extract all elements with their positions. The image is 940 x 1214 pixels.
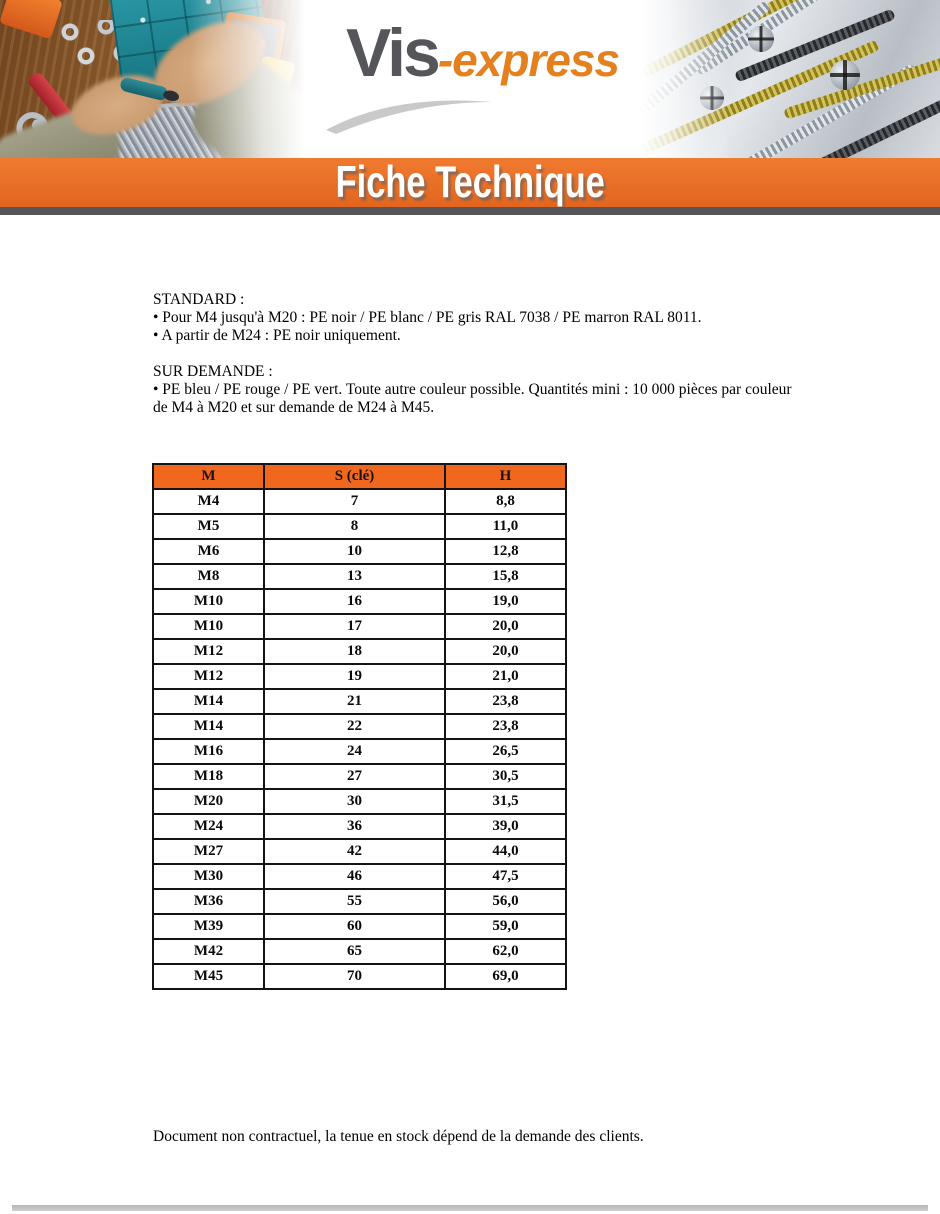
table-row xyxy=(153,789,566,814)
table-cell: M45 xyxy=(153,964,264,989)
table-cell: 24 xyxy=(264,739,445,764)
footer-disclaimer: Document non contractuel, la tenue en stock dépend de la demande des clients. xyxy=(153,1128,644,1145)
table-cell: 23,8 xyxy=(445,714,566,739)
table-cell: 8 xyxy=(264,514,445,539)
table-header-row xyxy=(153,464,566,489)
table-cell: M27 xyxy=(153,839,264,864)
table-row xyxy=(153,664,566,689)
table-row xyxy=(153,689,566,714)
table-cell: 47,5 xyxy=(445,864,566,889)
table-cell: 46 xyxy=(264,864,445,889)
table-cell: 62,0 xyxy=(445,939,566,964)
workbench-photo xyxy=(0,0,305,158)
table-row xyxy=(153,614,566,639)
table-cell: 42 xyxy=(264,839,445,864)
table-cell: M6 xyxy=(153,539,264,564)
table-cell: 19 xyxy=(264,664,445,689)
table-cell: 7 xyxy=(264,489,445,514)
table-cell: M42 xyxy=(153,939,264,964)
table-row xyxy=(153,939,566,964)
table-cell: M4 xyxy=(153,489,264,514)
table-row xyxy=(153,589,566,614)
table-cell: 31,5 xyxy=(445,789,566,814)
photo-fade xyxy=(0,0,305,158)
brand-logo xyxy=(300,0,650,158)
table-cell: 59,0 xyxy=(445,914,566,939)
spec-table-body xyxy=(153,489,566,989)
table-row xyxy=(153,539,566,564)
table-cell: M18 xyxy=(153,764,264,789)
banner-divider xyxy=(0,207,940,215)
brand-name-primary: Vis xyxy=(346,15,438,91)
table-cell: M10 xyxy=(153,589,264,614)
table-cell: 16 xyxy=(264,589,445,614)
brand-name-secondary: -express xyxy=(437,34,620,86)
standard-bullet: • A partir de M24 : PE noir uniquement. xyxy=(153,327,401,344)
table-row xyxy=(153,814,566,839)
screws-pile-photo xyxy=(640,0,940,158)
table-cell: M30 xyxy=(153,864,264,889)
table-cell: 60 xyxy=(264,914,445,939)
sur-demande-heading: SUR DEMANDE : xyxy=(153,363,273,380)
table-row xyxy=(153,964,566,989)
page-title: Fiche Technique xyxy=(335,157,605,207)
table-row xyxy=(153,739,566,764)
table-cell: 36 xyxy=(264,814,445,839)
table-cell: 21,0 xyxy=(445,664,566,689)
table-row xyxy=(153,639,566,664)
table-row xyxy=(153,714,566,739)
table-cell: 39,0 xyxy=(445,814,566,839)
standard-heading: STANDARD : xyxy=(153,291,245,308)
table-cell: M12 xyxy=(153,639,264,664)
brand-logo-text xyxy=(346,14,619,92)
table-cell: 12,8 xyxy=(445,539,566,564)
column-header-m: M xyxy=(153,464,264,489)
table-cell: 22 xyxy=(264,714,445,739)
table-cell: 10 xyxy=(264,539,445,564)
table-row xyxy=(153,839,566,864)
table-cell: 17 xyxy=(264,614,445,639)
table-cell: M14 xyxy=(153,714,264,739)
table-row xyxy=(153,889,566,914)
title-banner xyxy=(0,158,940,207)
table-cell: M14 xyxy=(153,689,264,714)
table-cell: 20,0 xyxy=(445,639,566,664)
table-cell: M8 xyxy=(153,564,264,589)
table-cell: 26,5 xyxy=(445,739,566,764)
table-cell: M36 xyxy=(153,889,264,914)
table-row xyxy=(153,489,566,514)
table-cell: 69,0 xyxy=(445,964,566,989)
table-cell: 8,8 xyxy=(445,489,566,514)
table-cell: 13 xyxy=(264,564,445,589)
table-cell: M12 xyxy=(153,664,264,689)
spacer xyxy=(153,345,801,363)
table-cell: 70 xyxy=(264,964,445,989)
table-cell: M20 xyxy=(153,789,264,814)
standard-bullet: • Pour M4 jusqu'à M20 : PE noir / PE blanc / PE gris RAL 7038 / PE marron RAL 8011. xyxy=(153,309,702,326)
column-header-h: H xyxy=(445,464,566,489)
table-row xyxy=(153,764,566,789)
table-cell: 27 xyxy=(264,764,445,789)
table-cell: 18 xyxy=(264,639,445,664)
table-row xyxy=(153,864,566,889)
table-cell: 23,8 xyxy=(445,689,566,714)
table-cell: M39 xyxy=(153,914,264,939)
table-cell: 15,8 xyxy=(445,564,566,589)
table-cell: 55 xyxy=(264,889,445,914)
logo-swoosh-icon xyxy=(322,86,532,136)
table-cell: 56,0 xyxy=(445,889,566,914)
sur-demande-bullet: • PE bleu / PE rouge / PE vert. Toute autre couleur possible. Quantités mini : 10 000 pièces par couleur de M4 à M20 et sur demande de M24 à M45. xyxy=(153,381,792,416)
table-cell: 21 xyxy=(264,689,445,714)
table-cell: M5 xyxy=(153,514,264,539)
table-cell: 19,0 xyxy=(445,589,566,614)
table-cell: M16 xyxy=(153,739,264,764)
table-cell: 30 xyxy=(264,789,445,814)
photo-fade xyxy=(640,0,940,158)
table-row xyxy=(153,514,566,539)
table-row xyxy=(153,564,566,589)
table-head xyxy=(153,464,566,489)
table-row xyxy=(153,914,566,939)
bottom-divider xyxy=(12,1205,928,1211)
table-cell: 11,0 xyxy=(445,514,566,539)
table-cell: M10 xyxy=(153,614,264,639)
table-cell: M24 xyxy=(153,814,264,839)
table-cell: 30,5 xyxy=(445,764,566,789)
table-cell: 20,0 xyxy=(445,614,566,639)
color-specs-text xyxy=(153,291,801,417)
table-cell: 44,0 xyxy=(445,839,566,864)
column-header-s-cle: S (clé) xyxy=(264,464,445,489)
table-cell: 65 xyxy=(264,939,445,964)
dimensions-table xyxy=(152,463,567,990)
